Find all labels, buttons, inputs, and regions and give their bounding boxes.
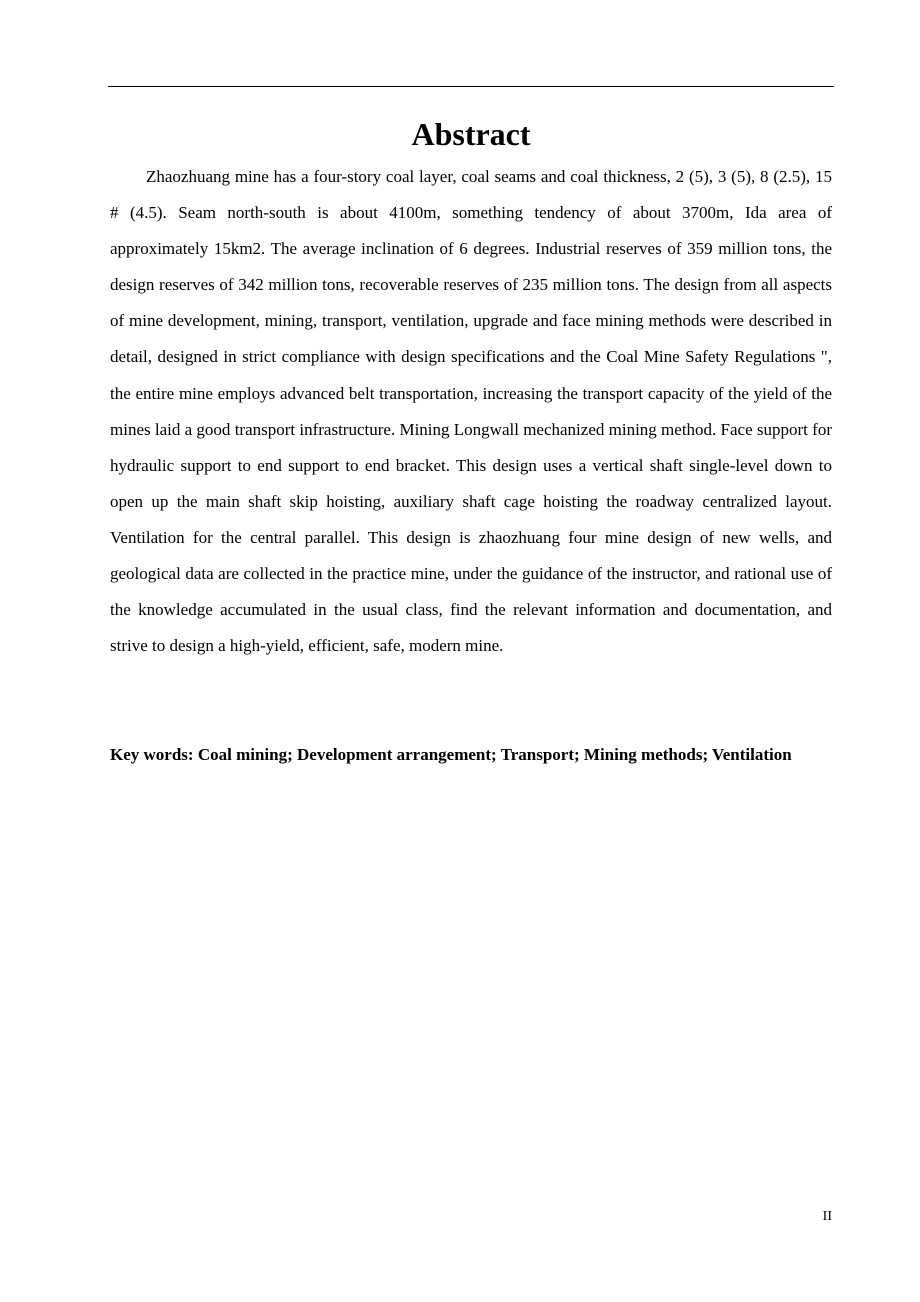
header-rule bbox=[108, 86, 834, 87]
keywords-line: Key words: Coal mining; Development arrangement; Transport; Mining methods; Ventilation bbox=[110, 745, 792, 764]
abstract-paragraph: Zhaozhuang mine has a four-story coal layer, coal seams and coal thickness, 2 (5), 3 (5), 8 (2.5), 15 # (4.5). Seam north-south is about 4100m, something tendency of about 3700m, Ida area of approximately 15km2. The average inclination of 6 degrees. Industrial reserves of 359 million tons, the design reserves of 342 million tons, recoverable reserves of 235 million tons. The design from all aspects of mine development, mining, transport, ventilation, upgrade and face mining methods were described in detail, designed in strict compliance with design specifications and the Coal Mine Safety Regulations ", the entire mine employs advanced belt transportation, increasing the transport capacity of the yield of the mines laid a good transport infrastructure. Mining Longwall mechanized mining method. Face support for hydraulic support to end support to end bracket. This design uses a vertical shaft single-level down to open up the main shaft skip hoisting, auxiliary shaft cage hoisting the roadway centralized layout. Ventilation for the central parallel. This design is zhaozhuang four mine design of new wells, and geological data are collected in the practice mine, under the guidance of the instructor, and rational use of the knowledge accumulated in the usual class, find the relevant information and documentation, and strive to design a high-yield, efficient, safe, modern mine. bbox=[110, 167, 832, 656]
page-title: Abstract bbox=[411, 116, 531, 152]
page-number: II bbox=[822, 1209, 832, 1224]
